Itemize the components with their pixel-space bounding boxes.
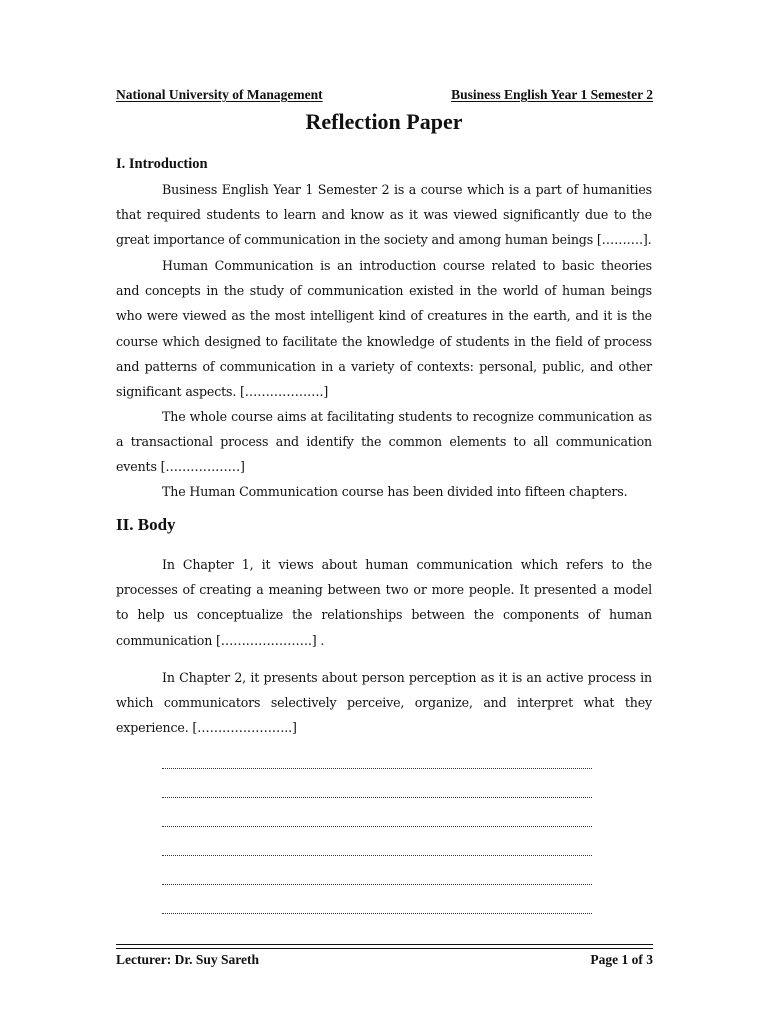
paragraph-text: Business English Year 1 Semester 2 is a course which is a part of humanities that required students to learn and know as it was viewed significantly due to the great importance of communication in the society and among human beings [……….].: [116, 182, 652, 248]
paragraph-intro-2: [116, 253, 652, 404]
header-course: Business English Year 1 Semester 2: [451, 87, 653, 102]
footer-page-number: Page 1 of 3: [590, 952, 653, 967]
dotted-line: [162, 797, 592, 799]
page-header: [116, 87, 653, 103]
footer-rule: [116, 944, 653, 945]
paragraph-text: The whole course aims at facilitating students to recognize communication as a transactional process and identify the common elements to all communication events [………………]: [116, 409, 652, 475]
header-institution: National University of Management: [116, 87, 323, 102]
paragraph-intro-1: [116, 177, 652, 253]
dotted-line: [162, 768, 592, 770]
paragraph-body-1: [116, 552, 652, 653]
paragraph-text: The Human Communication course has been divided into fifteen chapters.: [162, 484, 628, 499]
paragraph-intro-4: [116, 479, 652, 504]
page-footer: [116, 952, 653, 968]
paragraph-text: In Chapter 1, it views about human communication which refers to the processes of creating a meaning between two or more people. It presented a model to help us conceptualize the relationships between the components of human communication [………………….] .: [116, 557, 652, 648]
dotted-line: [162, 826, 592, 828]
paragraph-text: Human Communication is an introduction course related to basic theories and concepts in the study of communication existed in the world of human beings who were viewed as the most intelligent kind of creatures in the earth, and it is the course which designed to facilitate the knowledge of students in the field of process and patterns of communication in a variety of contexts: personal, public, and other significant aspects. [……………….]: [116, 258, 652, 400]
section-heading-body: II. Body: [116, 515, 176, 534]
dotted-line: [162, 884, 592, 886]
footer-rule: [116, 948, 653, 949]
section-heading-introduction: I. Introduction: [116, 156, 208, 172]
paragraph-body-2: [116, 665, 652, 741]
paragraph-intro-3: [116, 404, 652, 480]
paragraph-text: In Chapter 2, it presents about person perception as it is an active process in which communicators selectively perceive, organize, and interpret what they experience. […………………..]: [116, 670, 652, 736]
document-title: Reflection Paper: [305, 109, 463, 134]
dotted-line: [162, 913, 592, 915]
dotted-line: [162, 855, 592, 857]
footer-lecturer: Lecturer: Dr. Suy Sareth: [116, 952, 259, 967]
